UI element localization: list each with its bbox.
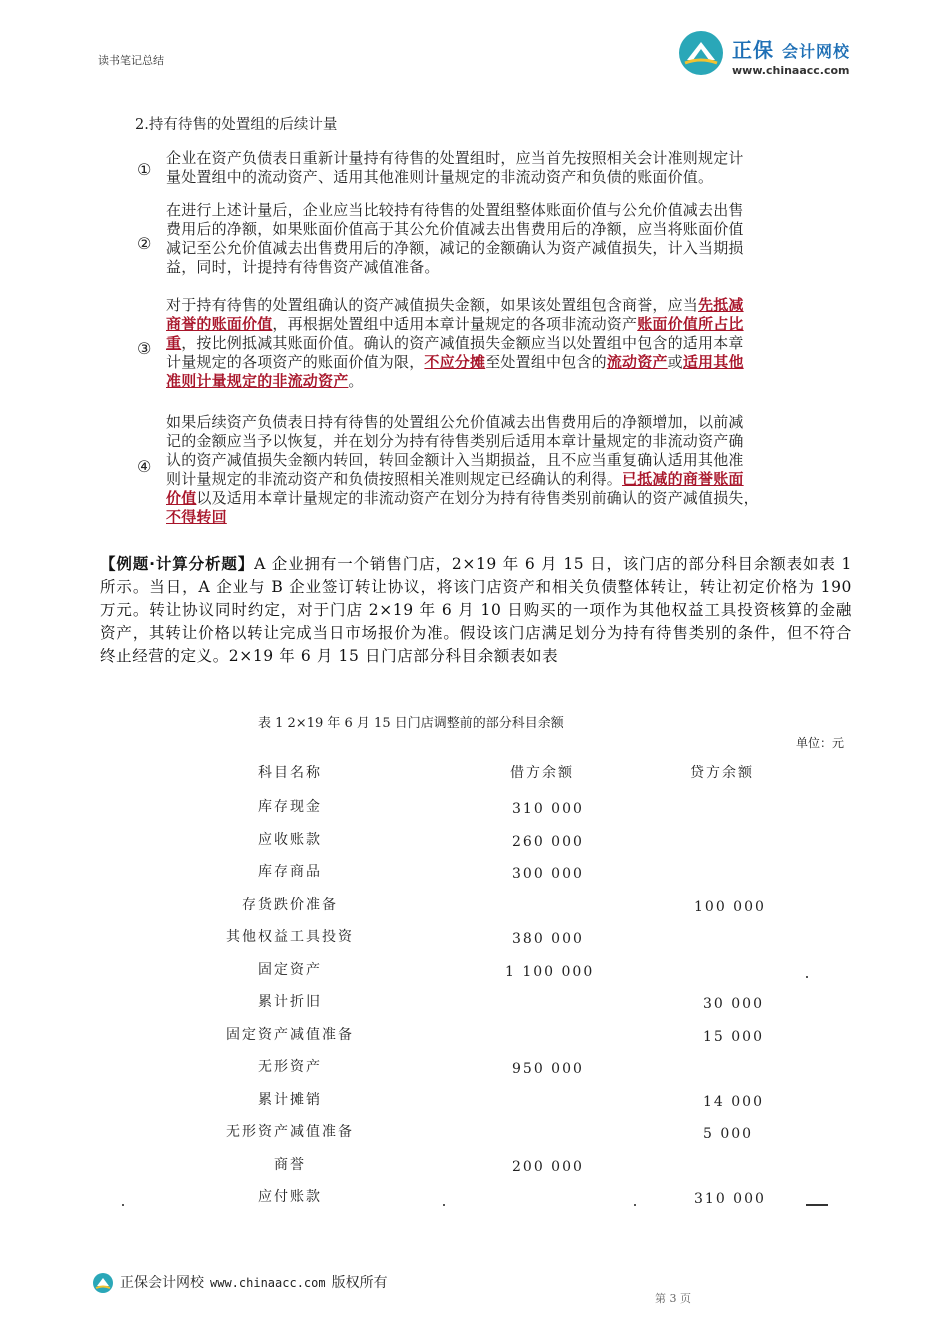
item-number: ③	[137, 339, 152, 358]
table-cell-name: 存货跌价准备	[242, 897, 338, 913]
highlight-term: 适用其他	[682, 353, 744, 371]
table-cell-credit: 5 000	[703, 1126, 754, 1142]
example-label: 【例题·计算分析题】	[100, 555, 255, 573]
example-paragraph	[100, 553, 852, 668]
paragraph-line	[166, 220, 816, 239]
scan-line	[806, 1204, 828, 1206]
item-paragraph-2	[166, 201, 816, 281]
table-unit: 单位：元	[796, 736, 845, 750]
table-cell-debit: 200 000	[512, 1159, 584, 1175]
footer-url: www.chinaacc.com	[210, 1276, 326, 1290]
text-run: 对于持有待售的处置组确认的资产减值损失金额，如果该处置组包含商誉，应当	[166, 296, 699, 314]
logo-title: 正保 会计网校	[732, 38, 850, 62]
paragraph-line	[166, 315, 816, 334]
text-run: ，再根据处置组中适用本章计量规定的各项非流动资产	[272, 315, 638, 333]
paragraph-line	[166, 201, 816, 220]
paragraph-line	[166, 296, 816, 315]
paragraph-line	[166, 149, 816, 168]
highlight-term: 商誉的账面价值	[166, 315, 273, 333]
footer-rights: 版权所有	[331, 1275, 388, 1291]
table-cell-debit: 950 000	[512, 1061, 584, 1077]
text-run: 费用后的净额，如果账面价值高于其公允价值减去出售费用后的净额，应当将账面价值	[166, 220, 744, 238]
text-run: 在进行上述计量后，企业应当比较持有待售的处置组整体账面价值与公允价值减去出售	[166, 201, 744, 219]
table-cell-name: 商誉	[274, 1157, 306, 1173]
table-caption: 表 1 2×19 年 6 月 15 日门店调整前的部分科目余额	[258, 716, 564, 731]
table-cell-name: 库存现金	[258, 799, 322, 815]
text-run: 如果后续资产负债表日持有待售的处置组公允价值减去出售费用后的净额增加，以前减	[166, 413, 744, 431]
highlight-term: 准则计量规定的非流动资产	[166, 372, 349, 390]
scan-dot	[122, 1204, 124, 1206]
table-cell-name: 固定资产减值准备	[226, 1027, 354, 1043]
footer-logo-icon	[92, 1272, 114, 1294]
highlight-term: 不应分摊	[424, 353, 486, 371]
scan-dot	[634, 1204, 636, 1206]
highlight-term: 不得转回	[166, 508, 227, 526]
example-text: A 企业拥有一个销售门店，2×19 年 6 月 15 日，该门店的部分科目余额表如表 1 所示。当日，A 企业与 B 企业签订转让协议，将该门店资产和相关负债整体转让，转让初定价格为 190 万元。转让协议同时约定，对于门店 2×19 年 6 月 10 日购买的一项作为其他权益工具投资核算的金融资产，其转让价格以转让完成当日市场报价为准。假设该门店满足划分为持有待售类别的条件，但不符合终止经营的定义。2×19 年 6 月 15 日门店部分科目余额表如表	[100, 555, 852, 665]
text-run: ，按比例抵减其账面价值。确认的资产减值损失金额应当以处置组中包含的适用本章	[181, 334, 744, 352]
scan-dot	[443, 1204, 445, 1206]
table-cell-name: 无形资产减值准备	[226, 1124, 354, 1140]
paragraph-line	[166, 168, 816, 187]
table-cell-credit: 100 000	[694, 899, 766, 915]
table-cell-credit: 30 000	[703, 996, 764, 1012]
paragraph-line	[166, 353, 816, 372]
table-cell-credit: 14 000	[703, 1094, 764, 1110]
highlight-term: 流动资产	[606, 353, 668, 371]
highlight-term: 重	[166, 334, 182, 352]
highlight-term: 价值	[166, 489, 197, 507]
text-run: 则计量规定的非流动资产和负债按照相关准则规定已经确认的利得。	[166, 470, 623, 488]
paragraph-line	[166, 413, 816, 432]
text-run: 企业在资产负债表日重新计量持有待售的处置组时，应当首先按照相关会计准则规定计	[166, 149, 744, 167]
item-paragraph-4	[166, 413, 816, 526]
table-cell-debit: 300 000	[512, 866, 584, 882]
table-header-debit: 借方余额	[510, 765, 574, 781]
item-number: ①	[137, 160, 152, 179]
table-cell-name: 应收账款	[258, 832, 322, 848]
header-note: 读书笔记总结	[98, 54, 164, 67]
table-cell-name: 应付账款	[258, 1189, 322, 1205]
logo-url: www.chinaacc.com	[732, 64, 850, 77]
paragraph-line	[166, 470, 816, 489]
table-cell-name: 累计摊销	[258, 1092, 322, 1108]
text-run: 记的金额应当予以恢复，并在划分为持有待售类别后适用本章计量规定的非流动资产确	[166, 432, 744, 450]
text-run: 。	[348, 372, 364, 390]
table-cell-name: 其他权益工具投资	[226, 929, 354, 945]
text-run: 益，同时，计提持有待售资产减值准备。	[166, 258, 440, 276]
page-number: 第 3 页	[655, 1292, 691, 1305]
highlight-term: 先抵减	[698, 296, 744, 314]
text-run: 或	[667, 353, 683, 371]
footer-brand: 正保会计网校	[120, 1275, 204, 1291]
table-cell-name: 累计折旧	[258, 994, 322, 1010]
paragraph-line	[166, 372, 816, 391]
table-cell-credit: 15 000	[703, 1029, 764, 1045]
table-cell-name: 库存商品	[258, 864, 322, 880]
item-paragraph-3	[166, 296, 816, 394]
highlight-term: 已抵减的商誉账面	[622, 470, 744, 488]
text-run: 量处置组中的流动资产、适用其他准则计量规定的非流动资产和负债的账面价值。	[166, 168, 714, 186]
table-cell-name: 固定资产	[258, 962, 322, 978]
table-cell-debit: 310 000	[512, 801, 584, 817]
text-run: 以及适用本章计量规定的非流动资产在划分为持有待售类别前确认的资产减值损失，	[196, 489, 759, 507]
scan-dot	[806, 976, 808, 978]
table-cell-debit: 380 000	[512, 931, 584, 947]
section-title: 2.持有待售的处置组的后续计量	[135, 117, 338, 133]
paragraph-line	[166, 334, 816, 353]
table-header-name: 科目名称	[258, 765, 322, 781]
paragraph-line	[166, 258, 816, 277]
text-run: 计量规定的各项资产的账面价值为限，	[166, 353, 425, 371]
table-cell-debit: 1 100 000	[505, 964, 595, 980]
paragraph-line	[166, 239, 816, 258]
table-header-credit: 贷方余额	[690, 765, 754, 781]
paragraph-line	[166, 489, 816, 508]
table-cell-credit: 310 000	[694, 1191, 766, 1207]
item-number: ②	[137, 234, 152, 253]
footer-text	[120, 1272, 388, 1292]
text-run: 至处置组中包含的	[485, 353, 607, 371]
paragraph-line	[166, 451, 816, 470]
item-paragraph-1	[166, 149, 816, 186]
table-cell-name: 无形资产	[258, 1059, 322, 1075]
highlight-term: 账面价值所占比	[637, 315, 744, 333]
paragraph-line	[166, 432, 816, 451]
chinaacc-logo-icon	[677, 30, 727, 76]
table-cell-debit: 260 000	[512, 834, 584, 850]
paragraph-line	[166, 508, 816, 527]
logo-text	[732, 34, 850, 77]
item-number: ④	[137, 457, 152, 476]
text-run: 减记至公允价值减去出售费用后的净额，减记的金额确认为资产减值损失，计入当期损	[166, 239, 744, 257]
text-run: 认的资产减值损失金额内转回，转回金额计入当期损益，且不应当重复确认适用其他准	[166, 451, 744, 469]
